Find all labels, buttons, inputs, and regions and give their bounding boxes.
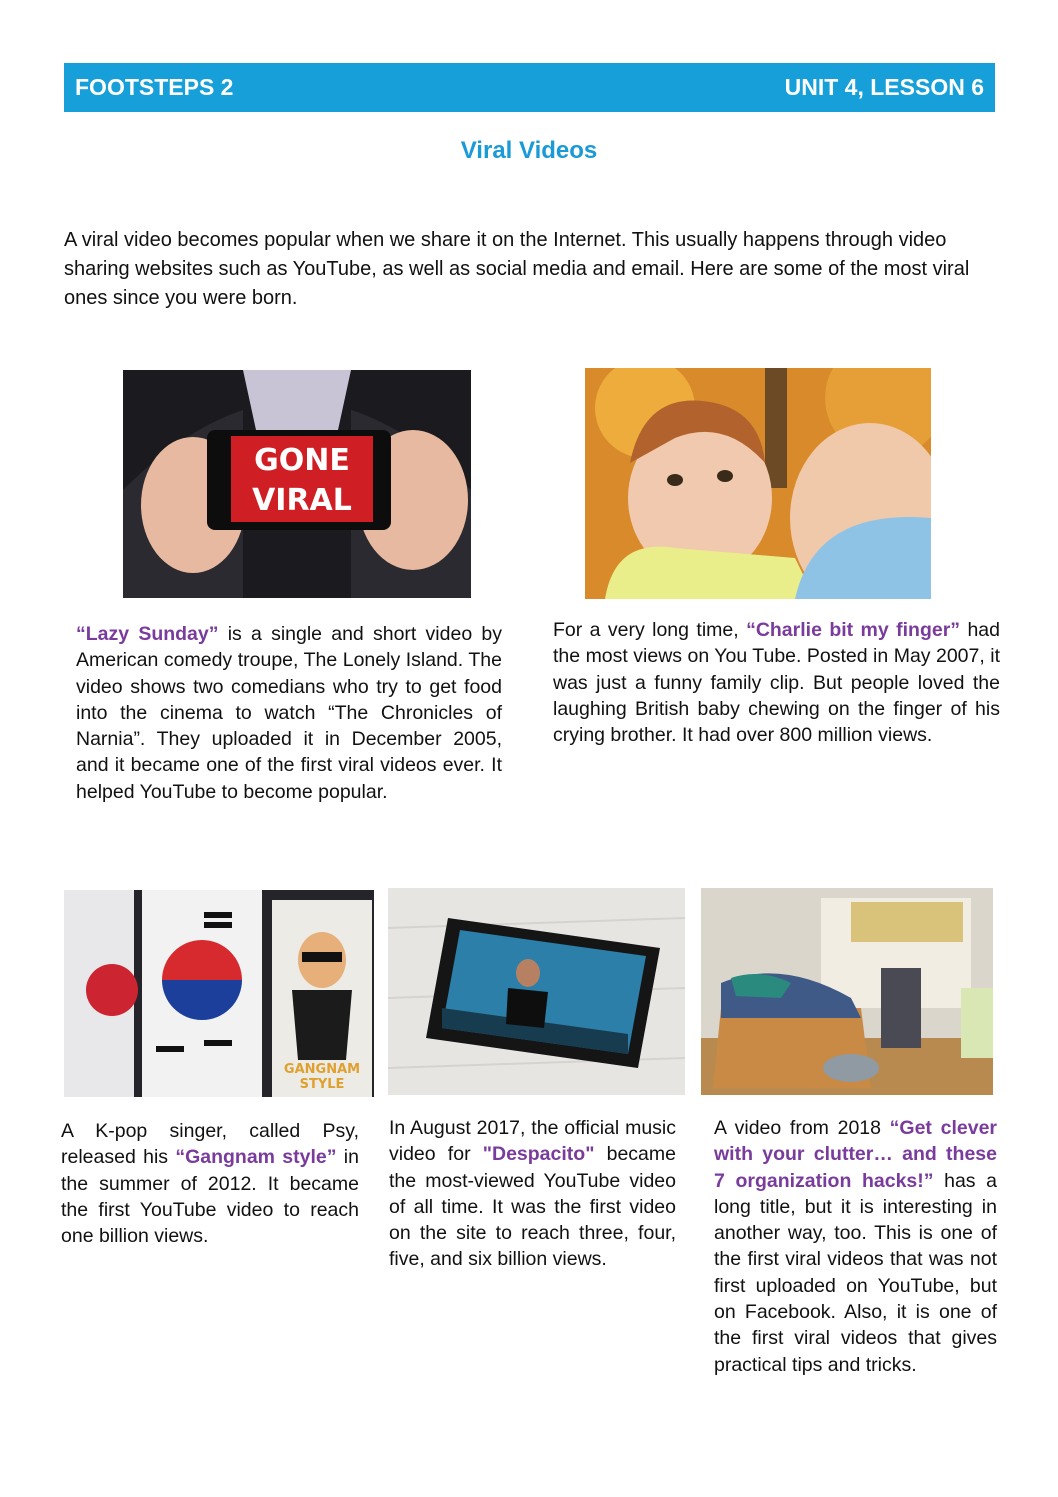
video-text-before: For a very long time, bbox=[553, 619, 747, 641]
video-title-clutter: “Get clever with your clutter… and these 7 organization hacks!” bbox=[714, 1117, 997, 1192]
video-title-lazy-sunday: “Lazy Sunday” bbox=[76, 623, 219, 645]
video-title-charlie: “Charlie bit my finger” bbox=[746, 619, 961, 641]
bedroom-image bbox=[701, 888, 993, 1095]
video-text: had the most views on You Tube. Posted in May 2007, it was just a funny family clip. But people loved the laughing British baby chewing on the finger of his crying brother. It had over 800 million views. bbox=[553, 619, 1000, 747]
page-header bbox=[64, 63, 995, 112]
unit-lesson: UNIT 4, LESSON 6 bbox=[784, 74, 984, 100]
despacito-paragraph bbox=[389, 1115, 676, 1273]
video-text: became the most-viewed YouTube video of all time. It was the first video on the site to reach three, four, five, and six billion views. bbox=[389, 1143, 676, 1271]
clutter-paragraph bbox=[714, 1115, 997, 1378]
video-text: is a single and short video by American comedy troupe, The Lonely Island. The video shows two comedians who try to get food into the cinema to watch “The Chronicles of Narnia”. They uploaded it in December 2005, and it became one of the first viral videos ever. It helped YouTube to become popular. bbox=[76, 623, 502, 803]
gone-viral-image bbox=[123, 370, 471, 598]
video-title-gangnam: “Gangnam style” bbox=[175, 1146, 337, 1169]
gone-viral-line1: GONE bbox=[254, 443, 350, 478]
video-text-before: A K-pop singer, called Psy, released his bbox=[61, 1120, 359, 1169]
intro-paragraph: A viral video becomes popular when we share it on the Internet. This usually happens through video sharing websites such as YouTube, as well as social media and email. Here are some of the most viral ones since you were born. bbox=[64, 229, 970, 309]
video-text-before: In August 2017, the official music video for bbox=[389, 1117, 676, 1166]
video-text: has a long title, but it is interesting in another way, too. This is one of the first viral videos that was not first uploaded on YouTube, but on Facebook. Also, it is one of the first viral videos that gives practical tips and tricks. bbox=[714, 1169, 997, 1376]
lazy-sunday-paragraph bbox=[76, 621, 502, 805]
gangnam-socks-image bbox=[64, 890, 374, 1097]
charlie-paragraph bbox=[553, 617, 1000, 748]
babies-image bbox=[585, 368, 931, 599]
gangnam-sock-text-2: STYLE bbox=[299, 1077, 345, 1092]
series-name: FOOTSTEPS 2 bbox=[75, 74, 234, 100]
gangnam-paragraph bbox=[61, 1118, 359, 1249]
video-title-despacito: "Despacito" bbox=[482, 1143, 595, 1166]
gone-viral-line2: VIRAL bbox=[252, 483, 352, 518]
video-text: in the summer of 2012. It became the first YouTube video to reach one billion views. bbox=[61, 1146, 359, 1248]
gangnam-sock-text-1: GANGNAM bbox=[283, 1062, 361, 1077]
despacito-phone-image bbox=[388, 888, 685, 1095]
video-text-before: A video from 2018 bbox=[714, 1117, 890, 1139]
page-title: Viral Videos bbox=[460, 137, 598, 164]
